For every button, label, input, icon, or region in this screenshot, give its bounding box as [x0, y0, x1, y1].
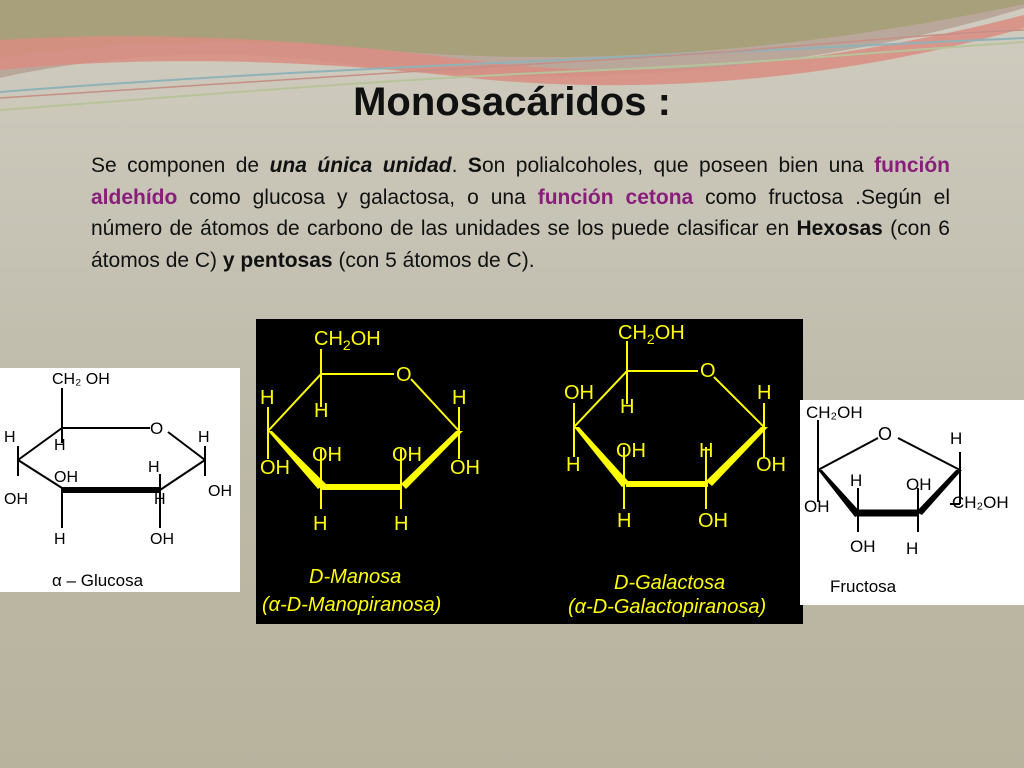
galactosa-h-label: H	[699, 440, 714, 462]
highlight-aldehido: función aldehído	[91, 154, 950, 209]
galactosa-h-label: H	[617, 510, 632, 532]
fructosa-caption: Fructosa	[830, 577, 897, 596]
body-paragraph	[91, 150, 950, 276]
manosa-h-label: H	[452, 387, 467, 409]
glucosa-oh-label: OH	[4, 491, 28, 508]
text-run-emphasis: una única unidad	[269, 154, 452, 177]
fructosa-structure-image	[800, 400, 1024, 605]
galactosa-h-label: H	[566, 454, 581, 476]
text-run: on polialcoholes, que poseen bien una	[481, 154, 875, 177]
fructosa-oh-label: OH	[804, 497, 830, 516]
manosa-h-label: H	[314, 400, 329, 422]
glucosa-h-label: H	[148, 459, 160, 476]
fructosa-ring-oxygen-label: O	[878, 424, 893, 444]
text-run-bold: S	[467, 154, 482, 177]
manosa-oh-label: OH	[312, 444, 342, 466]
manosa-ring-oxygen-label: O	[396, 364, 412, 386]
fructosa-h-label: H	[850, 471, 863, 490]
manosa-h-label: H	[313, 513, 328, 535]
manosa-ch2oh-label: $CH_2OH$	[314, 328, 381, 353]
galactosa-h-label: H	[620, 396, 635, 418]
fructosa-ch2oh-label: CH₂OH	[952, 493, 1009, 512]
text-run: (con 5 átomos de C).	[332, 248, 535, 272]
text-run: Se componen de	[91, 154, 270, 177]
fructosa-oh-label: OH	[906, 475, 932, 494]
galactosa-structure	[564, 322, 786, 618]
text-run: (con 6 átomos de C)	[91, 217, 950, 272]
manosa-oh-label: OH	[450, 457, 480, 479]
manosa-oh-label: OH	[260, 457, 290, 479]
glucosa-ring-oxygen-label: O	[150, 419, 164, 438]
glucosa-ch2oh-label: CH₂ OH	[52, 371, 110, 388]
manosa-subcaption: (α-D-Manopiranosa)	[262, 594, 442, 616]
galactosa-subcaption: (α-D-Galactopiranosa)	[568, 596, 767, 618]
manosa-h-label: H	[260, 387, 275, 409]
text-run: .	[451, 154, 468, 177]
glucosa-h-label: H	[4, 429, 16, 446]
text-run-hexosas: Hexosas	[796, 217, 883, 240]
galactosa-ch2oh-label: $CH_2OH$	[618, 322, 685, 347]
text-run-pentosas: y pentosas	[222, 248, 333, 272]
galactosa-oh-label: OH	[756, 454, 786, 476]
manosa-structure	[260, 328, 480, 616]
fructosa-oh-label: OH	[850, 537, 876, 556]
galactosa-oh-label: OH	[564, 382, 594, 404]
glucosa-oh-label: OH	[150, 531, 174, 548]
manosa-galactosa-panel	[256, 319, 803, 624]
galactosa-ring-oxygen-label: O	[700, 360, 716, 382]
fructosa-h-label: H	[950, 429, 963, 448]
glucosa-structure-image	[0, 368, 240, 592]
glucosa-caption: α – Glucosa	[52, 571, 144, 590]
galactosa-oh-label: OH	[698, 510, 728, 532]
glucosa-oh-label: OH	[54, 469, 78, 486]
text-run: como fructosa .Según el número de átomos de carbono de las unidades se los puede clasificar en	[91, 185, 950, 240]
galactosa-oh-label: OH	[616, 440, 646, 462]
glucosa-h-label: H	[54, 437, 66, 454]
highlight-cetona: función cetona	[537, 185, 694, 209]
manosa-h-label: H	[394, 513, 409, 535]
slide-title: Monosacáridos :	[353, 80, 671, 124]
text-run: como glucosa y galactosa, o una	[177, 185, 538, 209]
glucosa-oh-label: OH	[208, 483, 232, 500]
manosa-caption: D-Manosa	[309, 566, 402, 588]
manosa-oh-label: OH	[392, 444, 422, 466]
fructosa-ch2oh-label: CH₂OH	[806, 403, 863, 422]
galactosa-h-label: H	[757, 382, 772, 404]
glucosa-h-label: H	[54, 531, 66, 548]
glucosa-h-label: H	[154, 491, 166, 508]
glucosa-h-label: H	[198, 429, 210, 446]
fructosa-h-label: H	[906, 539, 919, 558]
galactosa-caption: D-Galactosa	[614, 572, 726, 594]
